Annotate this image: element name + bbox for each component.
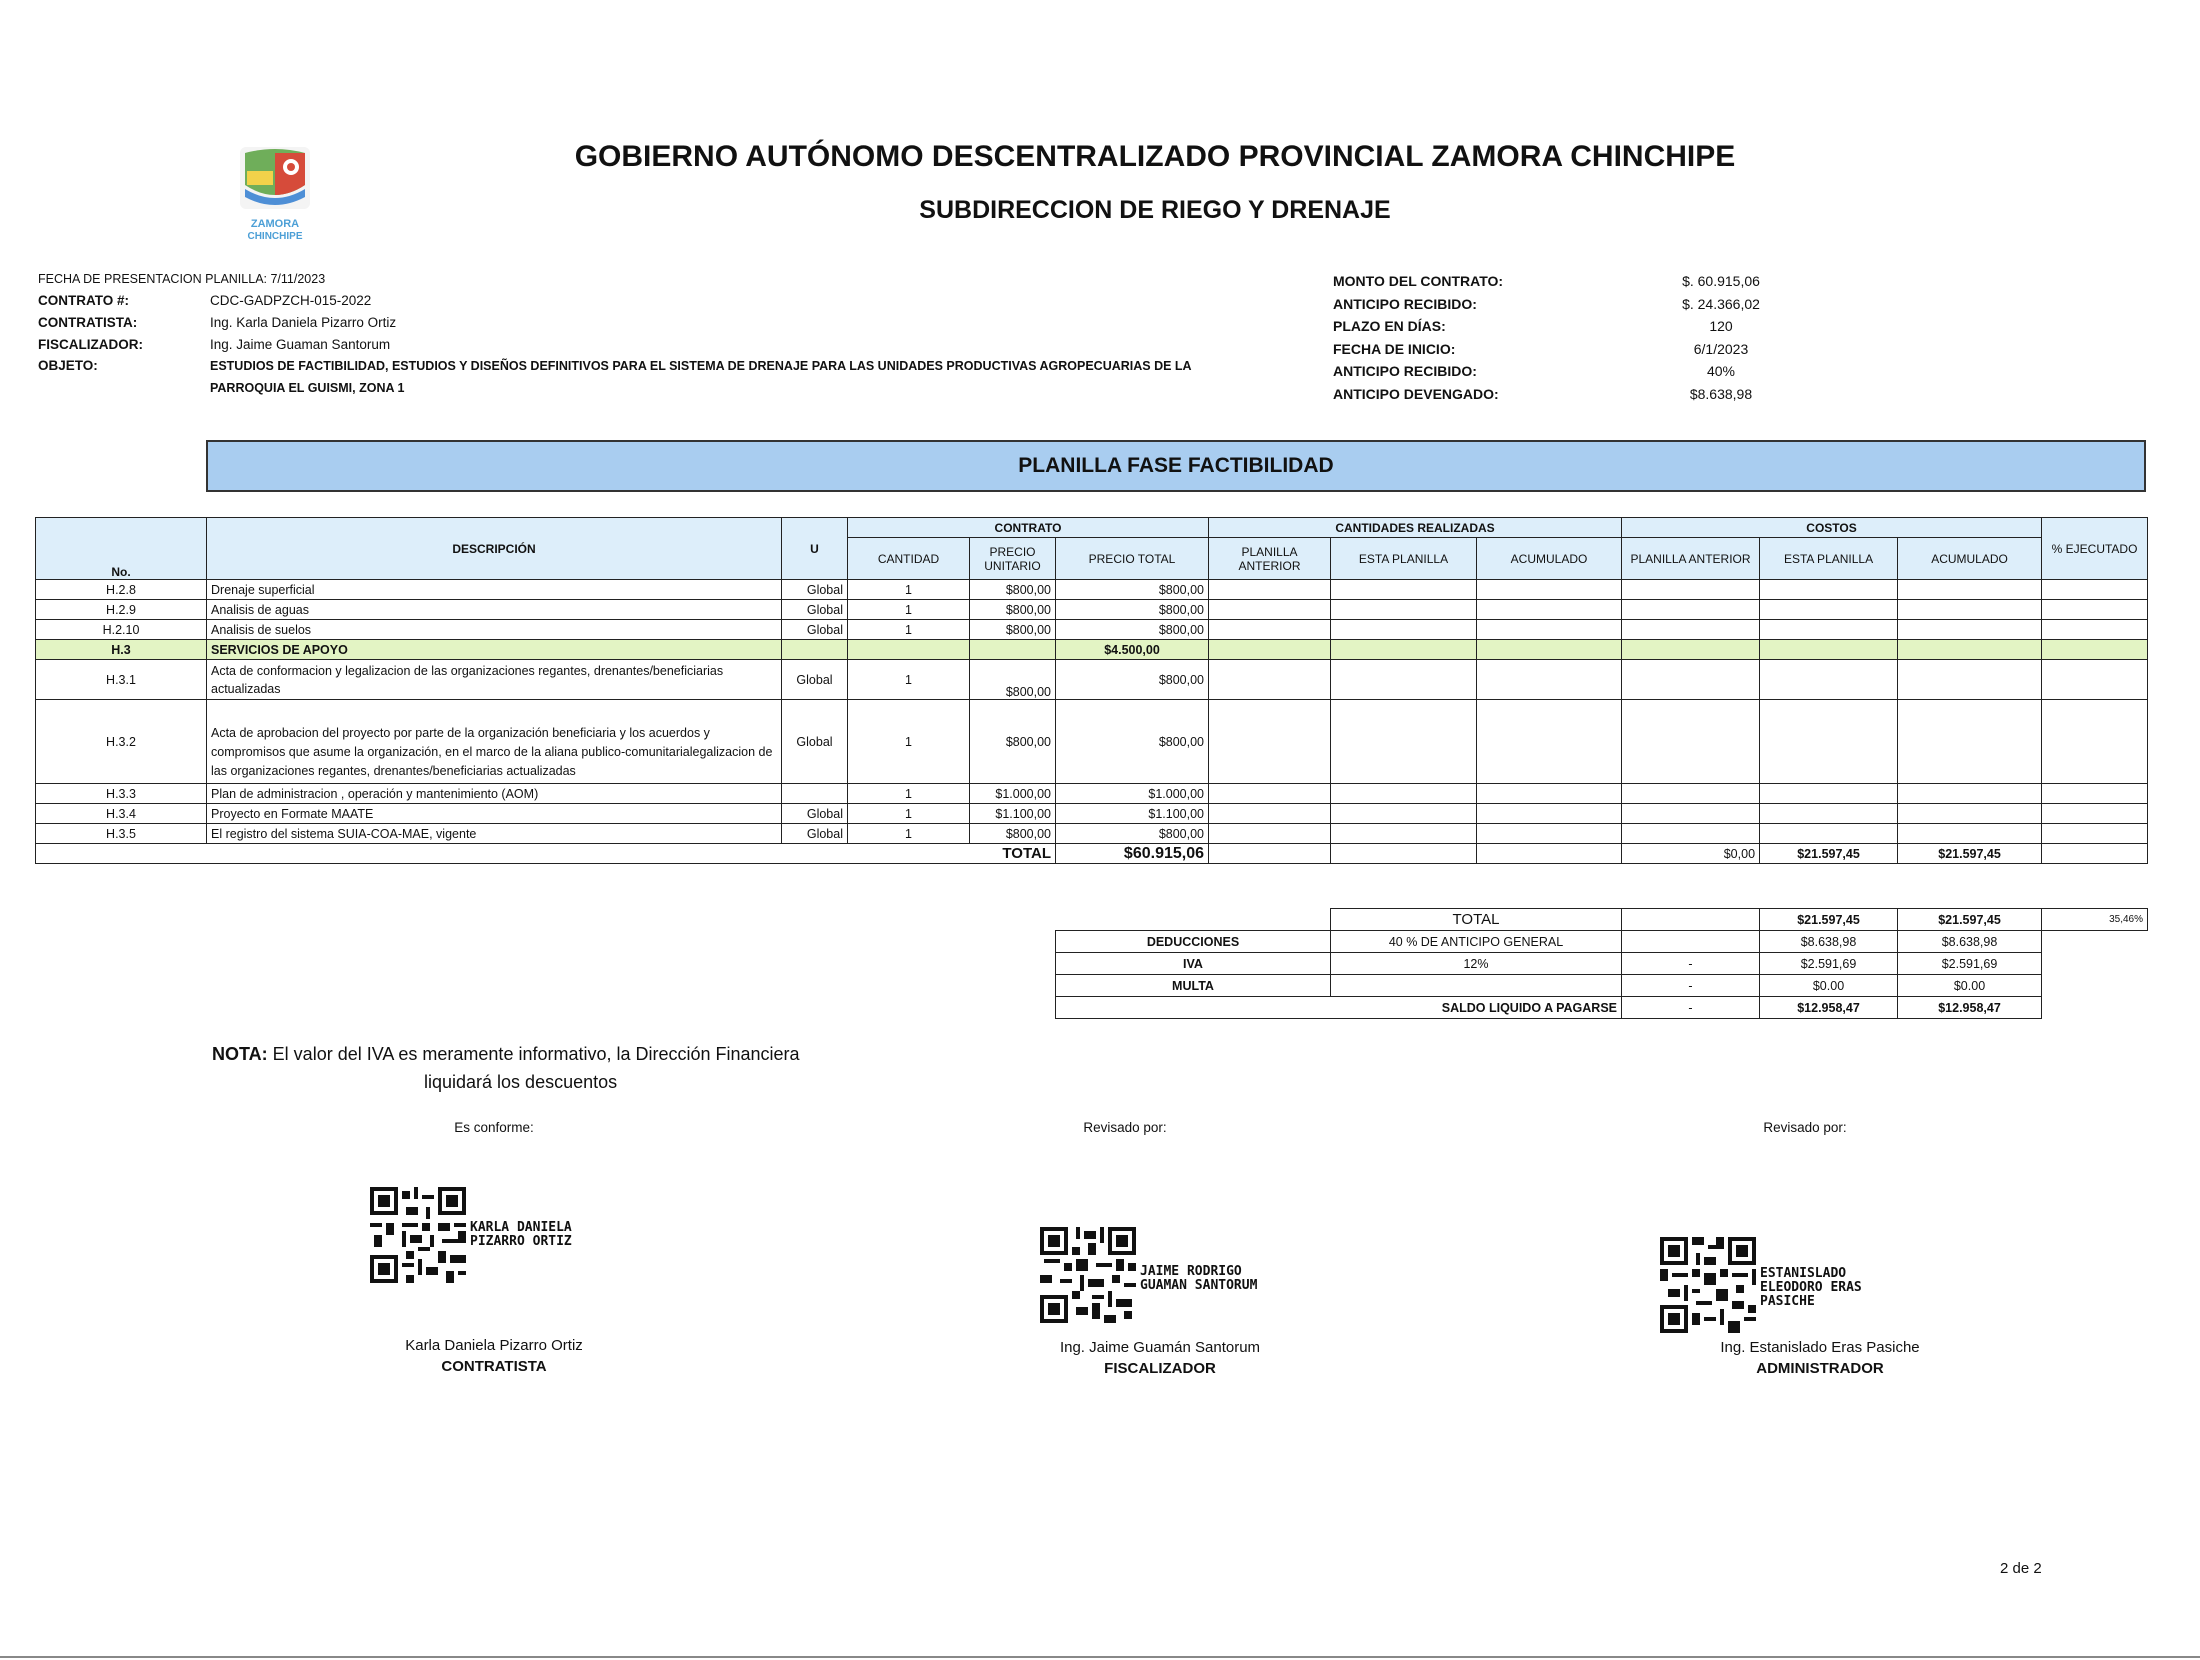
qr-signer-line1: JAIME RODRIGO bbox=[1140, 1264, 1242, 1279]
signer-name: Karla Daniela Pizarro Ortiz bbox=[405, 1337, 583, 1354]
row-pu: $800,00 bbox=[970, 700, 1056, 784]
table-row bbox=[36, 600, 2148, 620]
col-no: No. bbox=[36, 518, 207, 580]
row-pt: $800,00 bbox=[1056, 700, 1209, 784]
section-banner: PLANILLA FASE FACTIBILIDAD bbox=[206, 440, 2146, 492]
signer-name: Ing. Estanislado Eras Pasiche bbox=[1720, 1339, 1920, 1356]
fiscalizador-label: FISCALIZADOR: bbox=[38, 336, 143, 352]
total-costo-acumulado: $21.597,45 bbox=[1898, 844, 2042, 864]
multa-label: MULTA bbox=[1056, 975, 1331, 997]
row-desc: Proyecto en Formate MAATE bbox=[207, 804, 782, 824]
fecha-inicio-value: 6/1/2023 bbox=[1693, 340, 1749, 357]
row-no: H.3.4 bbox=[36, 804, 207, 824]
signer-role: ADMINISTRADOR bbox=[1756, 1360, 1884, 1377]
anticipo-pct-label: ANTICIPO RECIBIDO: bbox=[1333, 363, 1477, 380]
row-pt: $800,00 bbox=[1056, 580, 1209, 600]
row-u: Global bbox=[782, 660, 848, 700]
row-cant: 1 bbox=[848, 700, 970, 784]
saldo-label: SALDO LIQUIDO A PAGARSE bbox=[1056, 997, 1622, 1019]
col-precio-unitario: PRECIO UNITARIO bbox=[970, 538, 1056, 580]
iva-dash: - bbox=[1622, 953, 1760, 975]
col-descripcion: DESCRIPCIÓN bbox=[207, 518, 782, 580]
signature-contratista bbox=[284, 1120, 704, 1375]
row-u: Global bbox=[782, 700, 848, 784]
col-esta-planilla: ESTA PLANILLA bbox=[1331, 538, 1477, 580]
table-row bbox=[36, 580, 2148, 600]
contract-info-left bbox=[38, 269, 1238, 399]
signature-administrador bbox=[1610, 1120, 2030, 1377]
row-pt: $800,00 bbox=[1056, 620, 1209, 640]
table-row bbox=[36, 620, 2148, 640]
col-cantidades: CANTIDADES REALIZADAS bbox=[1209, 518, 1622, 538]
row-pt: $800,00 bbox=[1056, 660, 1209, 700]
signer-role: CONTRATISTA bbox=[441, 1358, 547, 1375]
row-pt: $1.000,00 bbox=[1056, 784, 1209, 804]
document-title: GOBIERNO AUTÓNOMO DESCENTRALIZADO PROVINCIAL ZAMORA CHINCHIPE bbox=[574, 140, 1736, 173]
row-u: Global bbox=[782, 824, 848, 844]
signer-name: Ing. Jaime Guamán Santorum bbox=[1059, 1339, 1261, 1356]
col-contrato: CONTRATO bbox=[848, 518, 1209, 538]
row-cant: 1 bbox=[848, 804, 970, 824]
row-pt: $800,00 bbox=[1056, 600, 1209, 620]
nota-line1: El valor del IVA es meramente informativo, la Dirección Financiera bbox=[272, 1044, 800, 1064]
row-u: Global bbox=[782, 804, 848, 824]
row-cant: 1 bbox=[848, 580, 970, 600]
signer-role: FISCALIZADOR bbox=[1104, 1360, 1216, 1377]
row-pu: $1.100,00 bbox=[970, 804, 1056, 824]
nota-line2: liquidará los descuentos bbox=[424, 1072, 618, 1092]
qr-signer-line2: GUAMAN SANTORUM bbox=[1140, 1278, 1258, 1293]
page-bottom-rule bbox=[0, 1656, 2200, 1658]
row-u: Global bbox=[782, 620, 848, 640]
monto-contrato-value: $. 60.915,06 bbox=[1682, 273, 1760, 290]
row-pu: $800,00 bbox=[970, 660, 1056, 700]
row-no: H.2.8 bbox=[36, 580, 207, 600]
anticipo-recibido-value: $. 24.366,02 bbox=[1682, 295, 1760, 312]
summary-total-label: TOTAL bbox=[1331, 909, 1622, 931]
row-no: H.3 bbox=[36, 640, 207, 660]
plazo-label: PLAZO EN DÍAS: bbox=[1333, 318, 1446, 335]
page-number: 2 de 2 bbox=[2000, 1560, 2042, 1577]
col-ejecutado: % EJECUTADO bbox=[2042, 518, 2148, 580]
col-planilla-anterior: PLANILLA ANTERIOR bbox=[1209, 538, 1331, 580]
row-u: Global bbox=[782, 600, 848, 620]
row-desc: Analisis de suelos bbox=[207, 620, 782, 640]
row-no: H.3.3 bbox=[36, 784, 207, 804]
contratista-value: Ing. Karla Daniela Pizarro Ortiz bbox=[210, 314, 397, 330]
table-row bbox=[36, 784, 2148, 804]
total-label: TOTAL bbox=[970, 844, 1056, 864]
row-pt: $1.100,00 bbox=[1056, 804, 1209, 824]
anticipo-pct-value: 40% bbox=[1706, 363, 1736, 380]
iva-label: IVA bbox=[1056, 953, 1331, 975]
row-desc: SERVICIOS DE APOYO bbox=[207, 640, 782, 660]
col-acumulado: ACUMULADO bbox=[1477, 538, 1622, 580]
objeto-value: ESTUDIOS DE FACTIBILIDAD, ESTUDIOS Y DISEÑOS DEFINITIVOS PARA EL SISTEMA DE DRENAJE PARA LAS UNIDADES PRODUCTIVAS AGROPECUARIAS DE LA PARROQUIA EL GUISMI, ZONA 1 bbox=[210, 359, 1192, 395]
nota-block bbox=[212, 1040, 892, 1096]
deducciones-label: DEDUCCIONES bbox=[1056, 931, 1331, 953]
svg-text:ZAMORA: ZAMORA bbox=[250, 218, 300, 230]
row-desc: Analisis de aguas bbox=[207, 600, 782, 620]
contrato-value: CDC-GADPZCH-015-2022 bbox=[210, 292, 372, 308]
table-row-section bbox=[36, 640, 2148, 660]
row-pt: $4.500,00 bbox=[1056, 640, 1209, 660]
document-subtitle: SUBDIRECCION DE RIEGO Y DRENAJE bbox=[919, 196, 1391, 224]
col-u: U bbox=[782, 518, 848, 580]
row-cant: 1 bbox=[848, 620, 970, 640]
multa-acum: $0.00 bbox=[1898, 975, 2042, 997]
svg-text:CHINCHIPE: CHINCHIPE bbox=[247, 231, 303, 242]
qr-code-icon bbox=[1040, 1227, 1136, 1323]
col-costos: COSTOS bbox=[1622, 518, 2042, 538]
qr-signer-line1: ESTANISLADO bbox=[1760, 1266, 1847, 1281]
row-no: H.3.5 bbox=[36, 824, 207, 844]
col-costo-esta-planilla: ESTA PLANILLA bbox=[1760, 538, 1898, 580]
fecha-presentacion: FECHA DE PRESENTACION PLANILLA: 7/11/2023 bbox=[38, 272, 326, 286]
contract-info-right bbox=[1333, 270, 1793, 405]
row-u: Global bbox=[782, 580, 848, 600]
total-costo-esta: $21.597,45 bbox=[1760, 844, 1898, 864]
table-row bbox=[36, 804, 2148, 824]
table-row bbox=[36, 660, 2148, 700]
row-no: H.3.2 bbox=[36, 700, 207, 784]
row-no: H.2.9 bbox=[36, 600, 207, 620]
row-pt: $800,00 bbox=[1056, 824, 1209, 844]
summary-total-acum: $21.597,45 bbox=[1898, 909, 2042, 931]
signature-caption: Es conforme: bbox=[454, 1120, 534, 1135]
row-u bbox=[782, 784, 848, 804]
row-pu: $800,00 bbox=[970, 620, 1056, 640]
total-costo-anterior: $0,00 bbox=[1622, 844, 1760, 864]
iva-esta: $2.591,69 bbox=[1760, 953, 1898, 975]
col-precio-total: PRECIO TOTAL bbox=[1056, 538, 1209, 580]
contrato-label: CONTRATO #: bbox=[38, 292, 129, 308]
row-pu: $1.000,00 bbox=[970, 784, 1056, 804]
row-desc: El registro del sistema SUIA-COA-MAE, vigente bbox=[207, 824, 782, 844]
deducciones-esta: $8.638,98 bbox=[1760, 931, 1898, 953]
row-pu: $800,00 bbox=[970, 580, 1056, 600]
iva-pct: 12% bbox=[1331, 953, 1622, 975]
deducciones-acum: $8.638,98 bbox=[1898, 931, 2042, 953]
qr-code-icon bbox=[370, 1187, 466, 1283]
row-no: H.2.10 bbox=[36, 620, 207, 640]
anticipo-devengado-value: $8.638,98 bbox=[1689, 385, 1753, 402]
summary-total-pct: 35,46% bbox=[2042, 909, 2148, 931]
fiscalizador-value: Ing. Jaime Guaman Santorum bbox=[210, 336, 391, 352]
qr-signer-line2: PIZARRO ORTIZ bbox=[470, 1234, 572, 1249]
row-pu: $800,00 bbox=[970, 600, 1056, 620]
col-cantidad: CANTIDAD bbox=[848, 538, 970, 580]
plazo-value: 120 bbox=[1709, 318, 1733, 335]
signature-fiscalizador bbox=[950, 1120, 1370, 1377]
summary-total-esta: $21.597,45 bbox=[1760, 909, 1898, 931]
summary-table bbox=[1055, 908, 2148, 1019]
multa-esta: $0.00 bbox=[1760, 975, 1898, 997]
row-pu: $800,00 bbox=[970, 824, 1056, 844]
table-row bbox=[36, 824, 2148, 844]
monto-contrato-label: MONTO DEL CONTRATO: bbox=[1333, 273, 1504, 290]
objeto-label: OBJETO: bbox=[38, 358, 98, 373]
planilla-table bbox=[35, 517, 2148, 864]
row-cant: 1 bbox=[848, 600, 970, 620]
nota-label: NOTA: bbox=[212, 1044, 268, 1064]
row-desc: Acta de aprobacion del proyecto por parte de la organización beneficiaria y los acuerdos y compromisos que asume la organización, en el marco de la aliana publico-comunitarialegalizacion de las organizaciones regantes, drenantes/beneficiarias actualizadas bbox=[207, 700, 782, 784]
table-total-row bbox=[36, 844, 2148, 864]
qr-code-icon bbox=[1660, 1237, 1756, 1333]
table-row bbox=[36, 700, 2148, 784]
row-no: H.3.1 bbox=[36, 660, 207, 700]
row-desc: Drenaje superficial bbox=[207, 580, 782, 600]
row-cant: 1 bbox=[848, 824, 970, 844]
col-costo-acumulado: ACUMULADO bbox=[1898, 538, 2042, 580]
anticipo-devengado-label: ANTICIPO DEVENGADO: bbox=[1333, 385, 1499, 402]
saldo-dash: - bbox=[1622, 997, 1760, 1019]
row-desc: Plan de administracion , operación y mantenimiento (AOM) bbox=[207, 784, 782, 804]
provincial-logo bbox=[205, 145, 360, 255]
signature-caption: Revisado por: bbox=[1083, 1120, 1167, 1135]
col-costo-planilla-anterior: PLANILLA ANTERIOR bbox=[1622, 538, 1760, 580]
row-cant: 1 bbox=[848, 784, 970, 804]
anticipo-recibido-label: ANTICIPO RECIBIDO: bbox=[1333, 295, 1477, 312]
total-value: $60.915,06 bbox=[1056, 844, 1209, 864]
iva-acum: $2.591,69 bbox=[1898, 953, 2042, 975]
contratista-label: CONTRATISTA: bbox=[38, 314, 138, 330]
qr-signer-line1: KARLA DANIELA bbox=[470, 1220, 572, 1235]
deducciones-desc: 40 % DE ANTICIPO GENERAL bbox=[1331, 931, 1622, 953]
fecha-inicio-label: FECHA DE INICIO: bbox=[1333, 340, 1456, 357]
qr-signer-line3: PASICHE bbox=[1760, 1294, 1815, 1309]
signature-caption: Revisado por: bbox=[1763, 1120, 1847, 1135]
multa-dash: - bbox=[1622, 975, 1760, 997]
row-cant: 1 bbox=[848, 660, 970, 700]
row-desc: Acta de conformacion y legalizacion de las organizaciones regantes, drenantes/beneficiarias actualizadas bbox=[207, 660, 782, 700]
qr-signer-line2: ELEODORO ERAS bbox=[1760, 1280, 1862, 1295]
saldo-acum: $12.958,47 bbox=[1898, 997, 2042, 1019]
saldo-esta: $12.958,47 bbox=[1760, 997, 1898, 1019]
